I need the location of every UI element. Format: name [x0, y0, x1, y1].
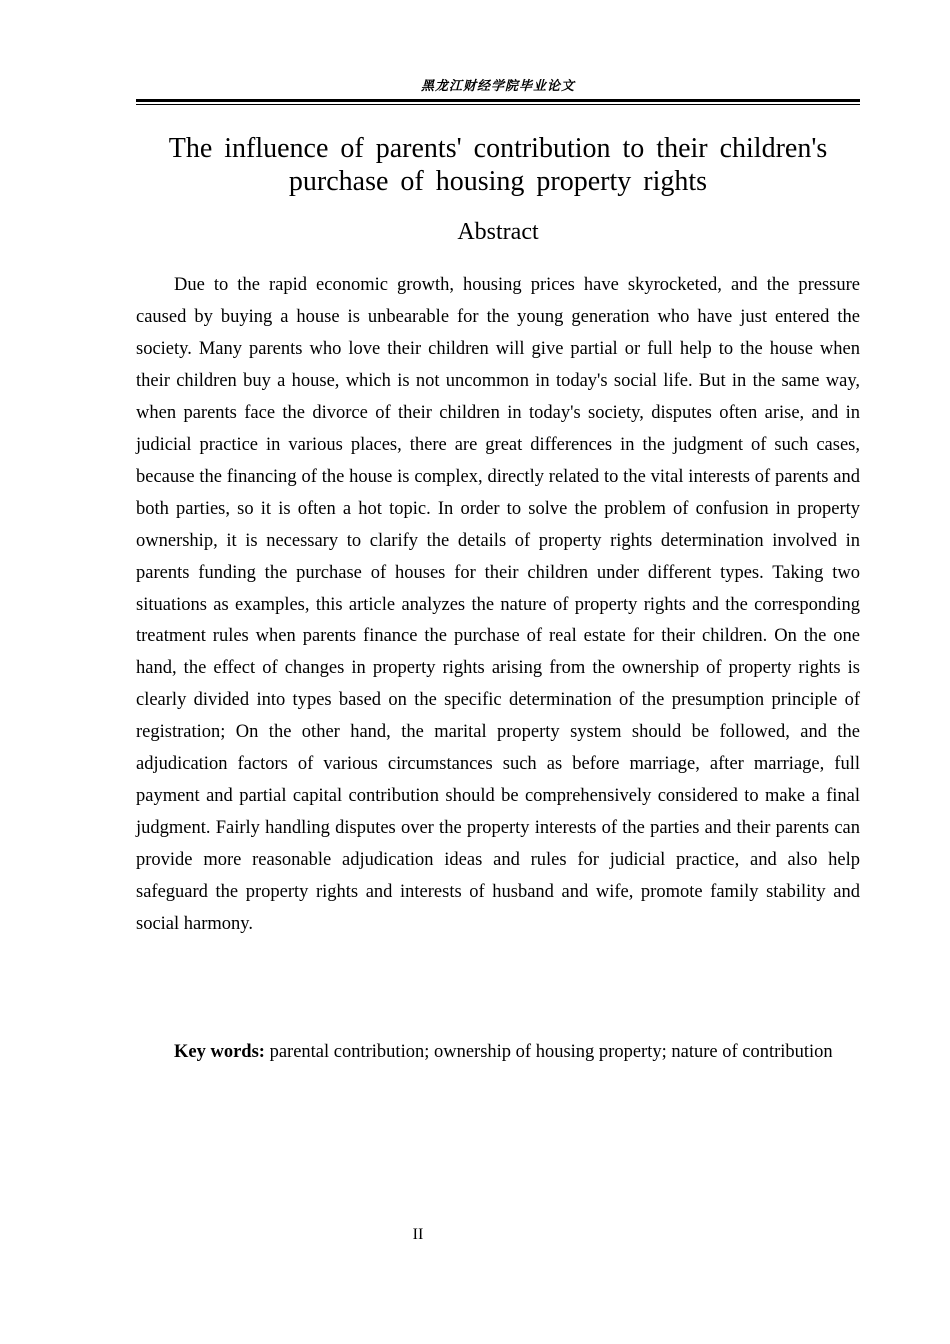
header-rule-thin	[136, 104, 860, 105]
running-header: 黑龙江财经学院毕业论文	[420, 79, 575, 94]
abstract-heading: Abstract	[457, 219, 539, 245]
paper-title: The influence of parents' contribution to their children's purchase of housing property rights	[168, 133, 828, 197]
keywords-section	[136, 1036, 860, 1068]
abstract-paragraph: Due to the rapid economic growth, housing prices have skyrocketed, and the pressure caused by buying a house is unbearable for the young generation who have just entered the society. Many parents who love their children will give partial or full help to the house when their children buy a house, which is not uncommon in today's social life. But in the same way, when parents face the divorce of their children in today's society, disputes often arise, and in judicial practice in various places, there are great differences in the judgment of such cases, because the financing of the house is complex, directly related to the vital interests of parents and both parties, so it is often a hot topic. In order to solve the problem of confusion in property ownership, it is necessary to clarify the details of property rights determination involved in parents funding the purchase of houses for their children under different types. Taking two situations as examples, this article analyzes the nature of property rights and the corresponding treatment rules when parents finance the purchase of real estate for their children. On the one hand, the effect of changes in property rights arising from the ownership of property rights is clearly divided into types based on the specific determination of the presumption principle of registration; On the other hand, the marital property system should be followed, and the adjudication factors of various circumstances such as before marriage, after marriage, full payment and partial capital contribution should be comprehensively considered to make a final judgment. Fairly handling disputes over the property interests of the parties and their parents can provide more reasonable adjudication ideas and rules for judicial practice, and also help safeguard the property rights and interests of husband and wife, promote family stability and social harmony.	[136, 275, 860, 935]
keywords-text: parental contribution; ownership of housing property; nature of contribution	[269, 1042, 833, 1062]
header-rule-thick	[136, 99, 860, 102]
keywords-label: Key words:	[174, 1042, 265, 1062]
page-number: II	[412, 1226, 424, 1243]
